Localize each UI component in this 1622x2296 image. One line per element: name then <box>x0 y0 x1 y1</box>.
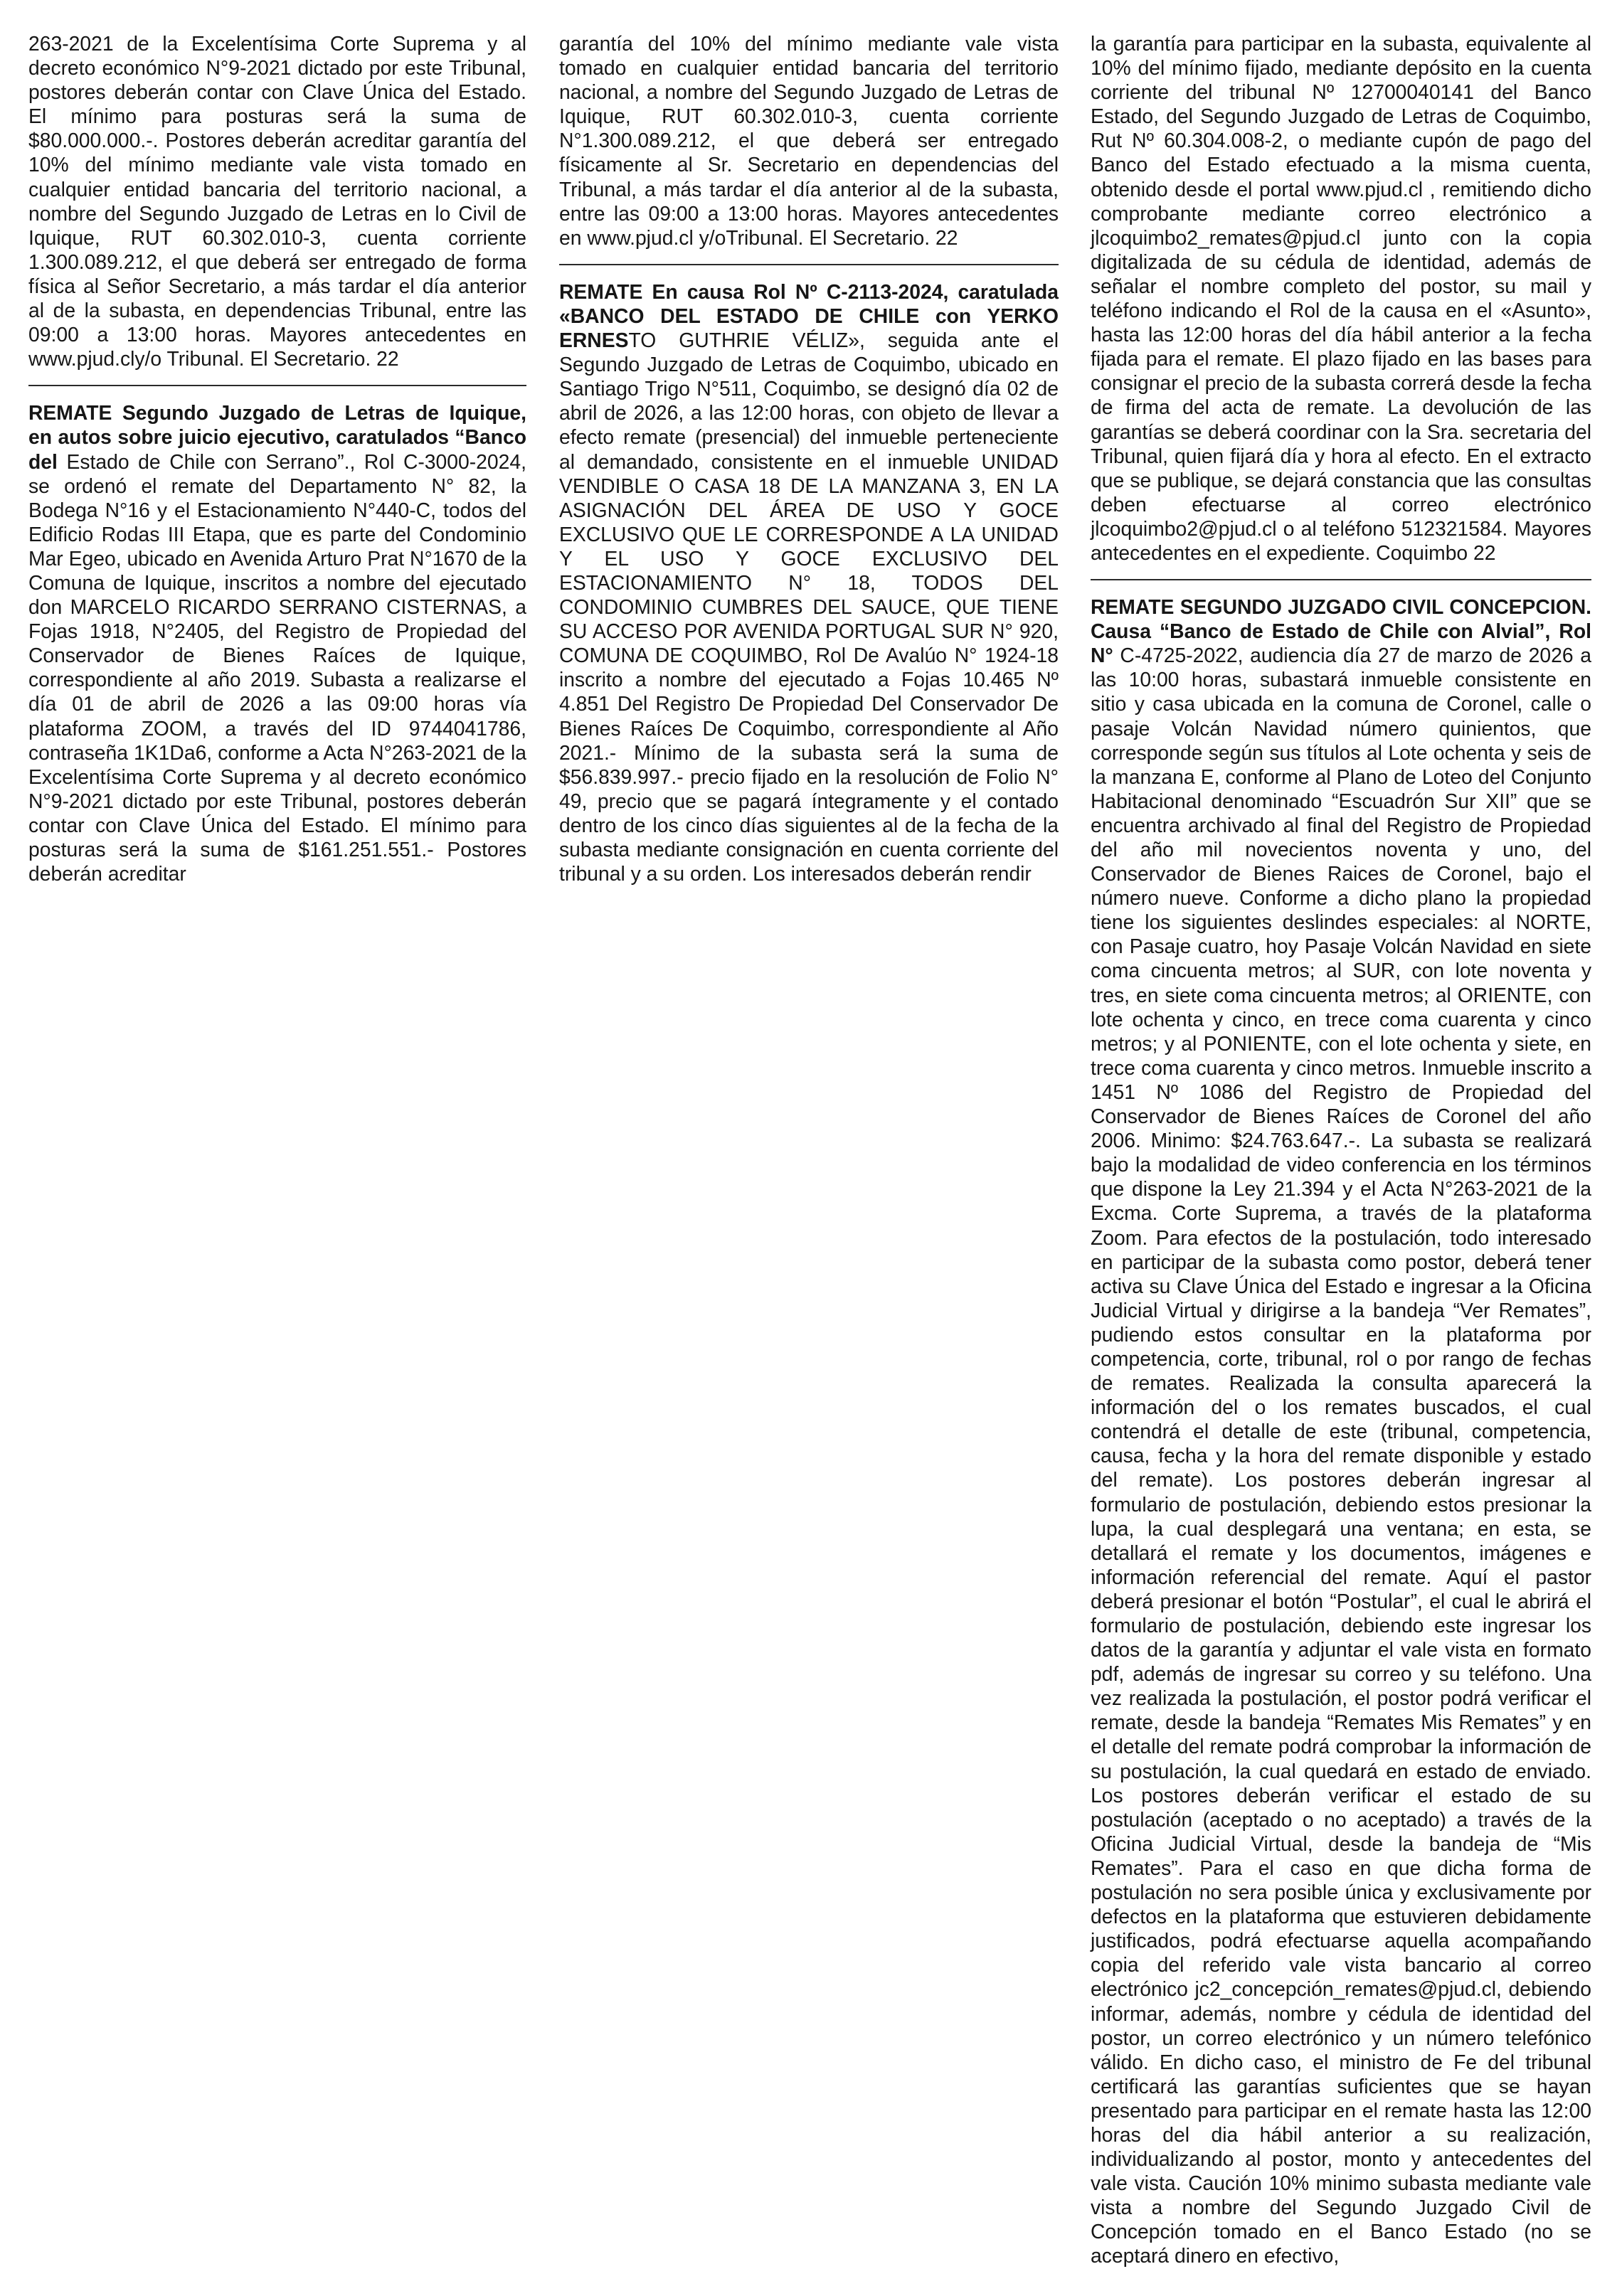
notice-body <box>1091 31 1591 565</box>
notice-body-text: garantía del 10% del mínimo mediante vale vista tomado en cualquier entidad bancaria del territorio nacional, a nombre del Segundo Juzgado de Letras de Iquique, RUT 60.302.010-3, cuenta corriente N°1.300.089.212, el que deberá ser entregado físicamente al Sr. Secretario en dependencias del Tribunal, a más tardar el día anterior al de la subasta, entre las 09:00 a 13:00 horas. Mayores antecedentes en www.pjud.cl y/oTribunal. El Secretario. 22 <box>559 32 1059 249</box>
notice-continuation <box>1091 31 1591 565</box>
notice-body-text: TO GUTHRIE VÉLIZ», seguida ante el Segundo Juzgado de Letras de Coquimbo, ubicado en Santiago Trigo N°511, Coquimbo, se designó día 02 de abril de 2026, a las 12:00 horas, con objeto de llevar a efecto remate (presencial) del inmueble perteneciente al demandado, consistente en el inmueble UNIDAD VENDIBLE O CASA 18 DE LA MANZANA 3, EN LA ASIGNACIÓN DEL ÁREA DE USO Y GOCE EXCLUSIVO QUE LE CORRESPONDE A LA UNIDAD Y EL USO Y GOCE EXCLUSIVO DEL ESTACIONAMIENTO N° 18, TODOS DEL CONDOMINIO CUMBRES DEL SAUCE, QUE TIENE SU ACCESO POR AVENIDA PORTUGAL SUR N° 920, COMUNA DE COQUIMBO, Rol De Avalúo N° 1924-18 inscrito a nombre del ejecutado a Fojas 10.465 Nº 4.851 Del Registro De Propiedad Del Conservador De Bienes Raíces De Coquimbo, correspondiente al Año 2021.- Mínimo de la subasta será la suma de $56.839.997.- precio fijado en la resolución de Folio N° 49, precio que se pagará íntegramente y el contado dentro de los cinco días siguientes al de la fecha de la subasta mediante consignación en cuenta corriente del tribunal y a su orden. Los interesados deberán rendir <box>559 329 1059 886</box>
notice-divider <box>28 385 526 386</box>
notice-remate-concepcion <box>1091 595 1591 2268</box>
notice-body-text: Estado de Chile con Serrano”., Rol C-3000-2024, se ordenó el remate del Departamento N° 82, la Bodega N°16 y el Estacionamiento N°440-C, todos del Edificio Rodas III Etapa, que es parte del Condominio Mar Egeo, ubicado en Avenida Arturo Prat N°1670 de la Comuna de Iquique, inscritos a nombre del ejecutado don MARCELO RICARDO SERRANO CISTERNAS, a Fojas 1918, N°2405, del Registro de Propiedad del Conservador de Bienes Raíces de Iquique, correspondiente al año 2019. Subasta a realizarse el día 01 de abril de 2026 a las 09:00 horas vía plataforma ZOOM, a través del ID 9744041786, contraseña 1K1Da6, conforme a Acta N°263-2021 de la Excelentísima Corte Suprema y al decreto económico N°9-2021 dictado por este Tribunal, postores deberán contar con Clave Única del Estado. El mínimo para posturas será la suma de $161.251.551.- Postores deberán acreditar <box>28 450 526 886</box>
notice-body <box>28 31 526 371</box>
notice-continuation <box>559 31 1059 250</box>
notice-body <box>559 280 1059 886</box>
notice-divider <box>1091 579 1591 580</box>
notice-body-text: la garantía para participar en la subasta, equivalente al 10% del mínimo fijado, mediante depósito en la cuenta corriente del tribunal Nº 12700040141 del Banco Estado, del Segundo Juzgado de Letras de Coquimbo, Rut Nº 60.304.008-2, o mediante cupón de pago del Banco del Estado efectuado a la misma cuenta, obtenido desde el portal www.pjud.cl , remitiendo dicho comprobante mediante correo electrónico a jlcoquimbo2_remates@pjud.cl junto con la copia digitalizada de su cédula de identidad, además de señalar el nombre completo del postor, su mail y teléfono indicando el Rol de la causa en el «Asunto», hasta las 12:00 horas del día hábil anterior a la fecha fijada para el remate. El plazo fijado en las bases para consignar el precio de la subasta correrá desde la fecha de firma del acta de remate. La devolución de las garantías se deberá coordinar con la Sra. secretaria del Tribunal, quien fijará día y hora al efecto. En el extracto que se publique, se dejará constancia que las consultas deben efectuarse al correo electrónico jlcoquimbo2@pjud.cl o al teléfono 512321584. Mayores antecedentes en el expediente. Coquimbo 22 <box>1091 32 1591 564</box>
column-1 <box>28 31 526 886</box>
notice-body <box>559 31 1059 250</box>
notice-body <box>1091 595 1591 2268</box>
notice-remate-iquique <box>28 400 526 886</box>
notice-heading: REMATE SEGUNDO JUZGADO CIVIL CONCEPCION. Causa “Banco de Estado de Chile con Alvial”, Rol N° <box>1091 595 1591 667</box>
notice-divider <box>559 264 1059 265</box>
column-3 <box>1091 31 1591 2268</box>
notice-continuation <box>28 31 526 371</box>
notice-body-text: C-4725-2022, audiencia día 27 de marzo de 2026 a las 10:00 horas, subastará inmueble consistente en sitio y casa ubicada en la comuna de Coronel, calle o pasaje Volcán Navidad número quinientos, que corresponde según sus títulos al Lote ochenta y seis de la manzana E, conforme al Plano de Loteo del Conjunto Habitacional denominado “Escuadrón Sur XII” que se encuentra archivado al final del Registro de Propiedad del año mil novecientos noventa y uno, del Conservador de Bienes Raices de Coronel, bajo el número nueve. Conforme a dicho plano la propiedad tiene los siguientes deslindes especiales: al NORTE, con Pasaje cuatro, hoy Pasaje Volcán Navidad en siete coma cincuenta metros; al SUR, con lote noventa y tres, en siete coma cincuenta metros; al ORIENTE, con lote ochenta y cinco, en trece coma cuarenta y cinco metros; y al PONIENTE, con el lote ochenta y siete, en trece coma cuarenta y cinco metros. Inmueble inscrito a 1451 Nº 1086 del Registro de Propiedad del Conservador de Bienes Raíces de Coronel del año 2006. Minimo: $24.763.647.-. La subasta se realizará bajo la modalidad de video conferencia en los términos que dispone la Ley 21.394 y el Acta N°263-2021 de la Excma. Corte Suprema, a través de la plataforma Zoom. Para efectos de la postulación, todo interesado en participar de la subasta como postor, deberá tener activa su Clave Única del Estado e ingresar a la Oficina Judicial Virtual y dirigirse a la bandeja “Ver Remates”, pudiendo estos consultar en la plataforma por competencia, corte, tribunal, rol o por rango de fechas de remates. Realizada la consulta aparecerá la información del o los remates buscados, el cual contendrá el detalle de este (tribunal, competencia, causa, fecha y la hora del remate disponible y estado del remate). Los postores deberán ingresar al formulario de postulación, debiendo estos presionar la lupa, la cual desplegará una ventana; en esta, se detallará el remate y los documentos, imágenes e información referencial del remate. Aquí el pastor deberá presionar el botón “Postular”, el cual le abrirá el formulario de postulación, debiendo este ingresar los datos de la garantía y adjuntar el vale vista en formato pdf, además de ingresar su correo y su teléfono. Una vez realizada la postulación, el postor podrá verificar el remate, desde la bandeja “Remates Mis Remates” y en el detalle del remate podrá comprobar la información de su postulación, la cual quedará en estado de enviado. Los postores deberán verificar el estado de su postulación (aceptado o no aceptado) a través de la Oficina Judicial Virtual, desde la bandeja de “Mis Remates”. Para el caso en que dicha forma de postulación no sera posible única y exclusivamente por defectos en la plataforma que estuvieren debidamente justificados, podrá efectuarse aquella acompañando copia del referido vale vista bancario al correo electrónico jc2_concepción_remates@pjud.cl, debiendo informar, además, nombre y cédula de identidad del postor, un correo electrónico y un número telefónico válido. En dicho caso, el ministro de Fe del tribunal certificará las garantías suficientes que se hayan presentado para participar en el remate hasta las 12:00 horas del dia hábil anterior a su realización, individualizando al postor, monto y antecedentes del vale vista. Caución 10% minimo subasta mediante vale vista a nombre del Segundo Juzgado Civil de Concepción tomado en el Banco Estado (no se aceptará dinero en efectivo, <box>1091 644 1591 2268</box>
column-2 <box>559 31 1059 886</box>
notice-body <box>28 400 526 886</box>
notice-body-text: 263-2021 de la Excelentísima Corte Suprema y al decreto económico N°9-2021 dictado por este Tribunal, postores deberán contar con Clave Única del Estado. El mínimo para posturas será la suma de $80.000.000.-. Postores deberán acreditar garantía del 10% del mínimo mediante vale vista tomado en cualquier entidad bancaria del territorio nacional, a nombre del Segundo Juzgado de Letras en lo Civil de Iquique, RUT 60.302.010-3, cuenta corriente 1.300.089.212, el que deberá ser entregado de forma física al Señor Secretario, a más tardar el día anterior al de la subasta, en dependencias Tribunal, entre las 09:00 a 13:00 horas. Mayores antecedentes en www.pjud.cly/o Tribunal. El Secretario. 22 <box>28 32 526 371</box>
notice-heading: REMATE En causa Rol Nº C-2113-2024, caratulada «BANCO DEL ESTADO DE CHILE con YERKO ERNES <box>559 280 1059 352</box>
notice-heading: REMATE Segundo Juzgado de Letras de Iquique, en autos sobre juicio ejecutivo, caratulados “Banco del <box>28 401 526 473</box>
notice-remate-coquimbo <box>559 280 1059 886</box>
